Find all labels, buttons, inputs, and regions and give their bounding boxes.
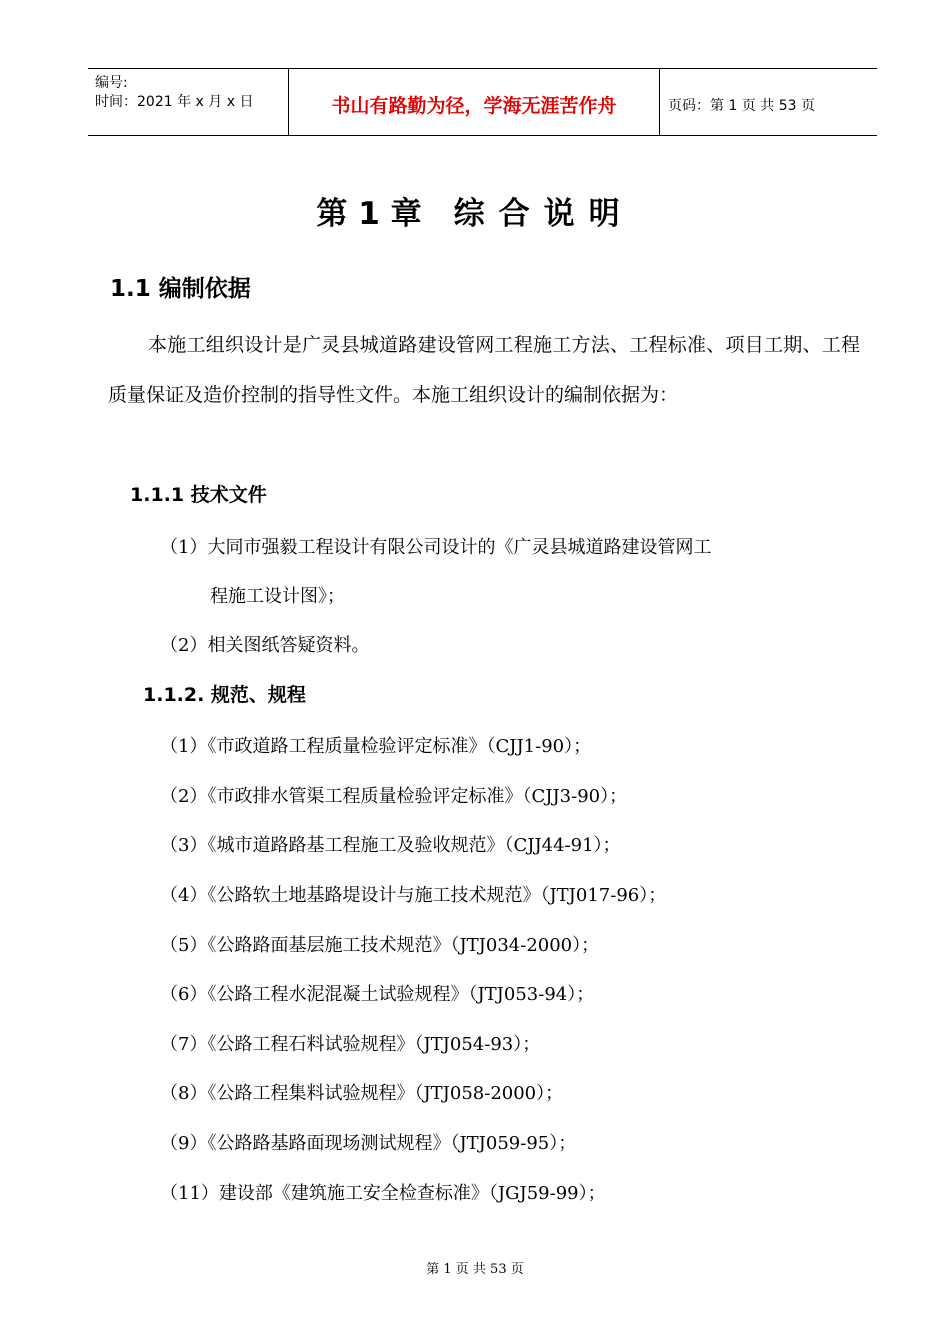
- list-item: （11）建设部《建筑施工安全检查标准》（JGJ59-99）；: [160, 1183, 606, 1204]
- list-item: （1）大同市强毅工程设计有限公司设计的《广灵县城道路建设管网工: [160, 537, 712, 558]
- list-item: （5）《公路路面基层施工技术规范》（JTJ034-2000）；: [160, 935, 600, 956]
- header-center-cell: [288, 69, 660, 135]
- list-item: （3）《城市道路路基工程施工及验收规范》（CJJ44-91）；: [160, 835, 621, 856]
- header-right-cell: [660, 69, 877, 135]
- header-left-cell: [88, 69, 288, 135]
- header-page-label: 页码：第 1 页 共 53 页: [668, 98, 815, 114]
- header-table: [88, 68, 877, 136]
- chapter-number: 第 1 章: [316, 196, 422, 232]
- document-time-label: 时间：2021 年 x 月 x 日: [95, 94, 254, 110]
- page-footer: 第 1 页 共 53 页: [426, 1262, 524, 1277]
- list-item: （8）《公路工程集料试验规程》（JTJ058-2000）；: [160, 1083, 564, 1104]
- list-item: （2）相关图纸答疑资料。: [160, 635, 370, 656]
- chapter-title: 综合说明: [453, 196, 634, 232]
- subsection-heading-standards: 1.1.2. 规范、规程: [143, 684, 306, 706]
- subsection-heading-technical-documents: 1.1.1 技术文件: [130, 484, 267, 506]
- list-item: 程施工设计图》；: [210, 586, 345, 607]
- list-item: （1）《市政道路工程质量检验评定标准》（CJJ1-90）；: [160, 736, 592, 757]
- list-item: （4）《公路软土地基路堤设计与施工技术规范》（JTJ017-96）；: [160, 885, 667, 906]
- chapter-heading: [0, 188, 950, 233]
- section-intro-paragraph: 本施工组织设计是广灵县城道路建设管网工程施工方法、工程标准、项目工期、工程质量保证及造价控制的指导性文件。本施工组织设计的编制依据为：: [108, 334, 860, 406]
- document-number-label: 编号:: [95, 75, 128, 91]
- list-item: （9）《公路路基路面现场测试规程》（JTJ059-95）；: [160, 1133, 577, 1154]
- list-item: （6）《公路工程水泥混凝土试验规程》（JTJ053-94）；: [160, 984, 595, 1005]
- section-heading: 1.1 编制依据: [110, 276, 251, 302]
- header-motto: 书山有路勤为径，学海无涯苦作舟: [331, 95, 617, 117]
- list-item: （7）《公路工程石料试验规程》（JTJ054-93）；: [160, 1034, 541, 1055]
- list-item: （2）《市政排水管渠工程质量检验评定标准》（CJJ3-90）；: [160, 786, 628, 807]
